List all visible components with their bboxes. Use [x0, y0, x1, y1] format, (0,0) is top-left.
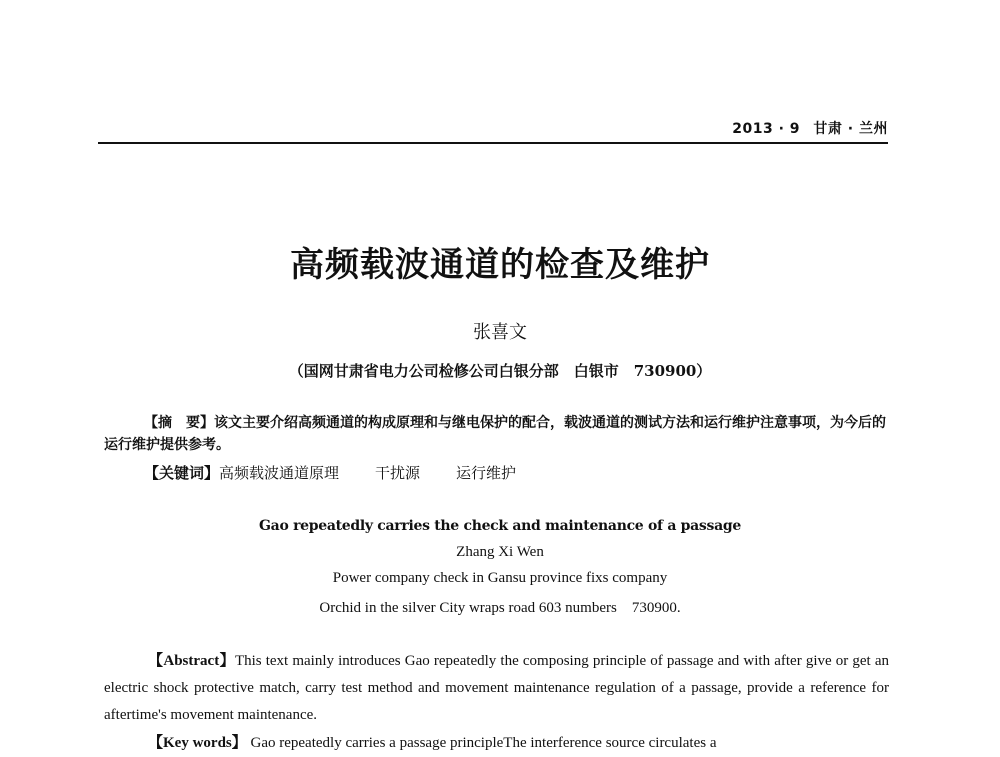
keywords-cn-label: 【关键词】 — [144, 464, 220, 482]
abstract-cn-text: 该文主要介绍高频通道的构成原理和与继电保护的配合，载波通道的测试方法和运行维护注意事项，为今后的运行维护提供参考。 — [104, 415, 886, 453]
keyword-item: 高频载波通道原理 — [219, 464, 340, 482]
keywords-en-label: 【Key words】 — [148, 735, 247, 751]
abstract-en-text: This text mainly introduces Gao repeatedly the composing principle of passage and with after give or get an electric shock protective match, carry test method and movement maintenance regulation of a passage, provide a reference for aftertime's movement maintenance. — [104, 653, 889, 723]
english-title: Gao repeatedly carries the check and maintenance of a passage — [259, 518, 741, 534]
abstract-cn — [104, 412, 889, 456]
keywords-en-text: Gao repeatedly carries a passage principleThe interference source circulates a — [250, 735, 717, 751]
paper-title: 高频载波通道的检查及维护 — [290, 245, 710, 285]
issue-location: 甘肃 · 兰州 — [813, 121, 888, 137]
keywords-cn — [144, 462, 552, 483]
keyword-item: 干扰源 — [375, 464, 421, 482]
abstract-en-label: 【Abstract】 — [148, 653, 235, 669]
abstract-cn-label: 【摘 要】 — [144, 415, 214, 431]
english-affiliation-line2: Orchid in the silver City wraps road 603 numbers 730900. — [319, 600, 681, 616]
header-rule — [98, 142, 888, 144]
english-affiliation-line1: Power company check in Gansu province fixs company — [332, 570, 668, 586]
running-header — [732, 118, 888, 138]
keyword-item: 运行维护 — [456, 464, 517, 482]
author-name: 张喜文 — [473, 322, 527, 343]
abstract-en — [104, 648, 889, 729]
keywords-en — [148, 730, 893, 757]
issue-date: 2013 · 9 — [732, 121, 801, 137]
author-affiliation: （国网甘肃省电力公司检修公司白银分部 白银市 730900） — [288, 362, 712, 380]
english-author: Zhang Xi Wen — [456, 544, 544, 560]
